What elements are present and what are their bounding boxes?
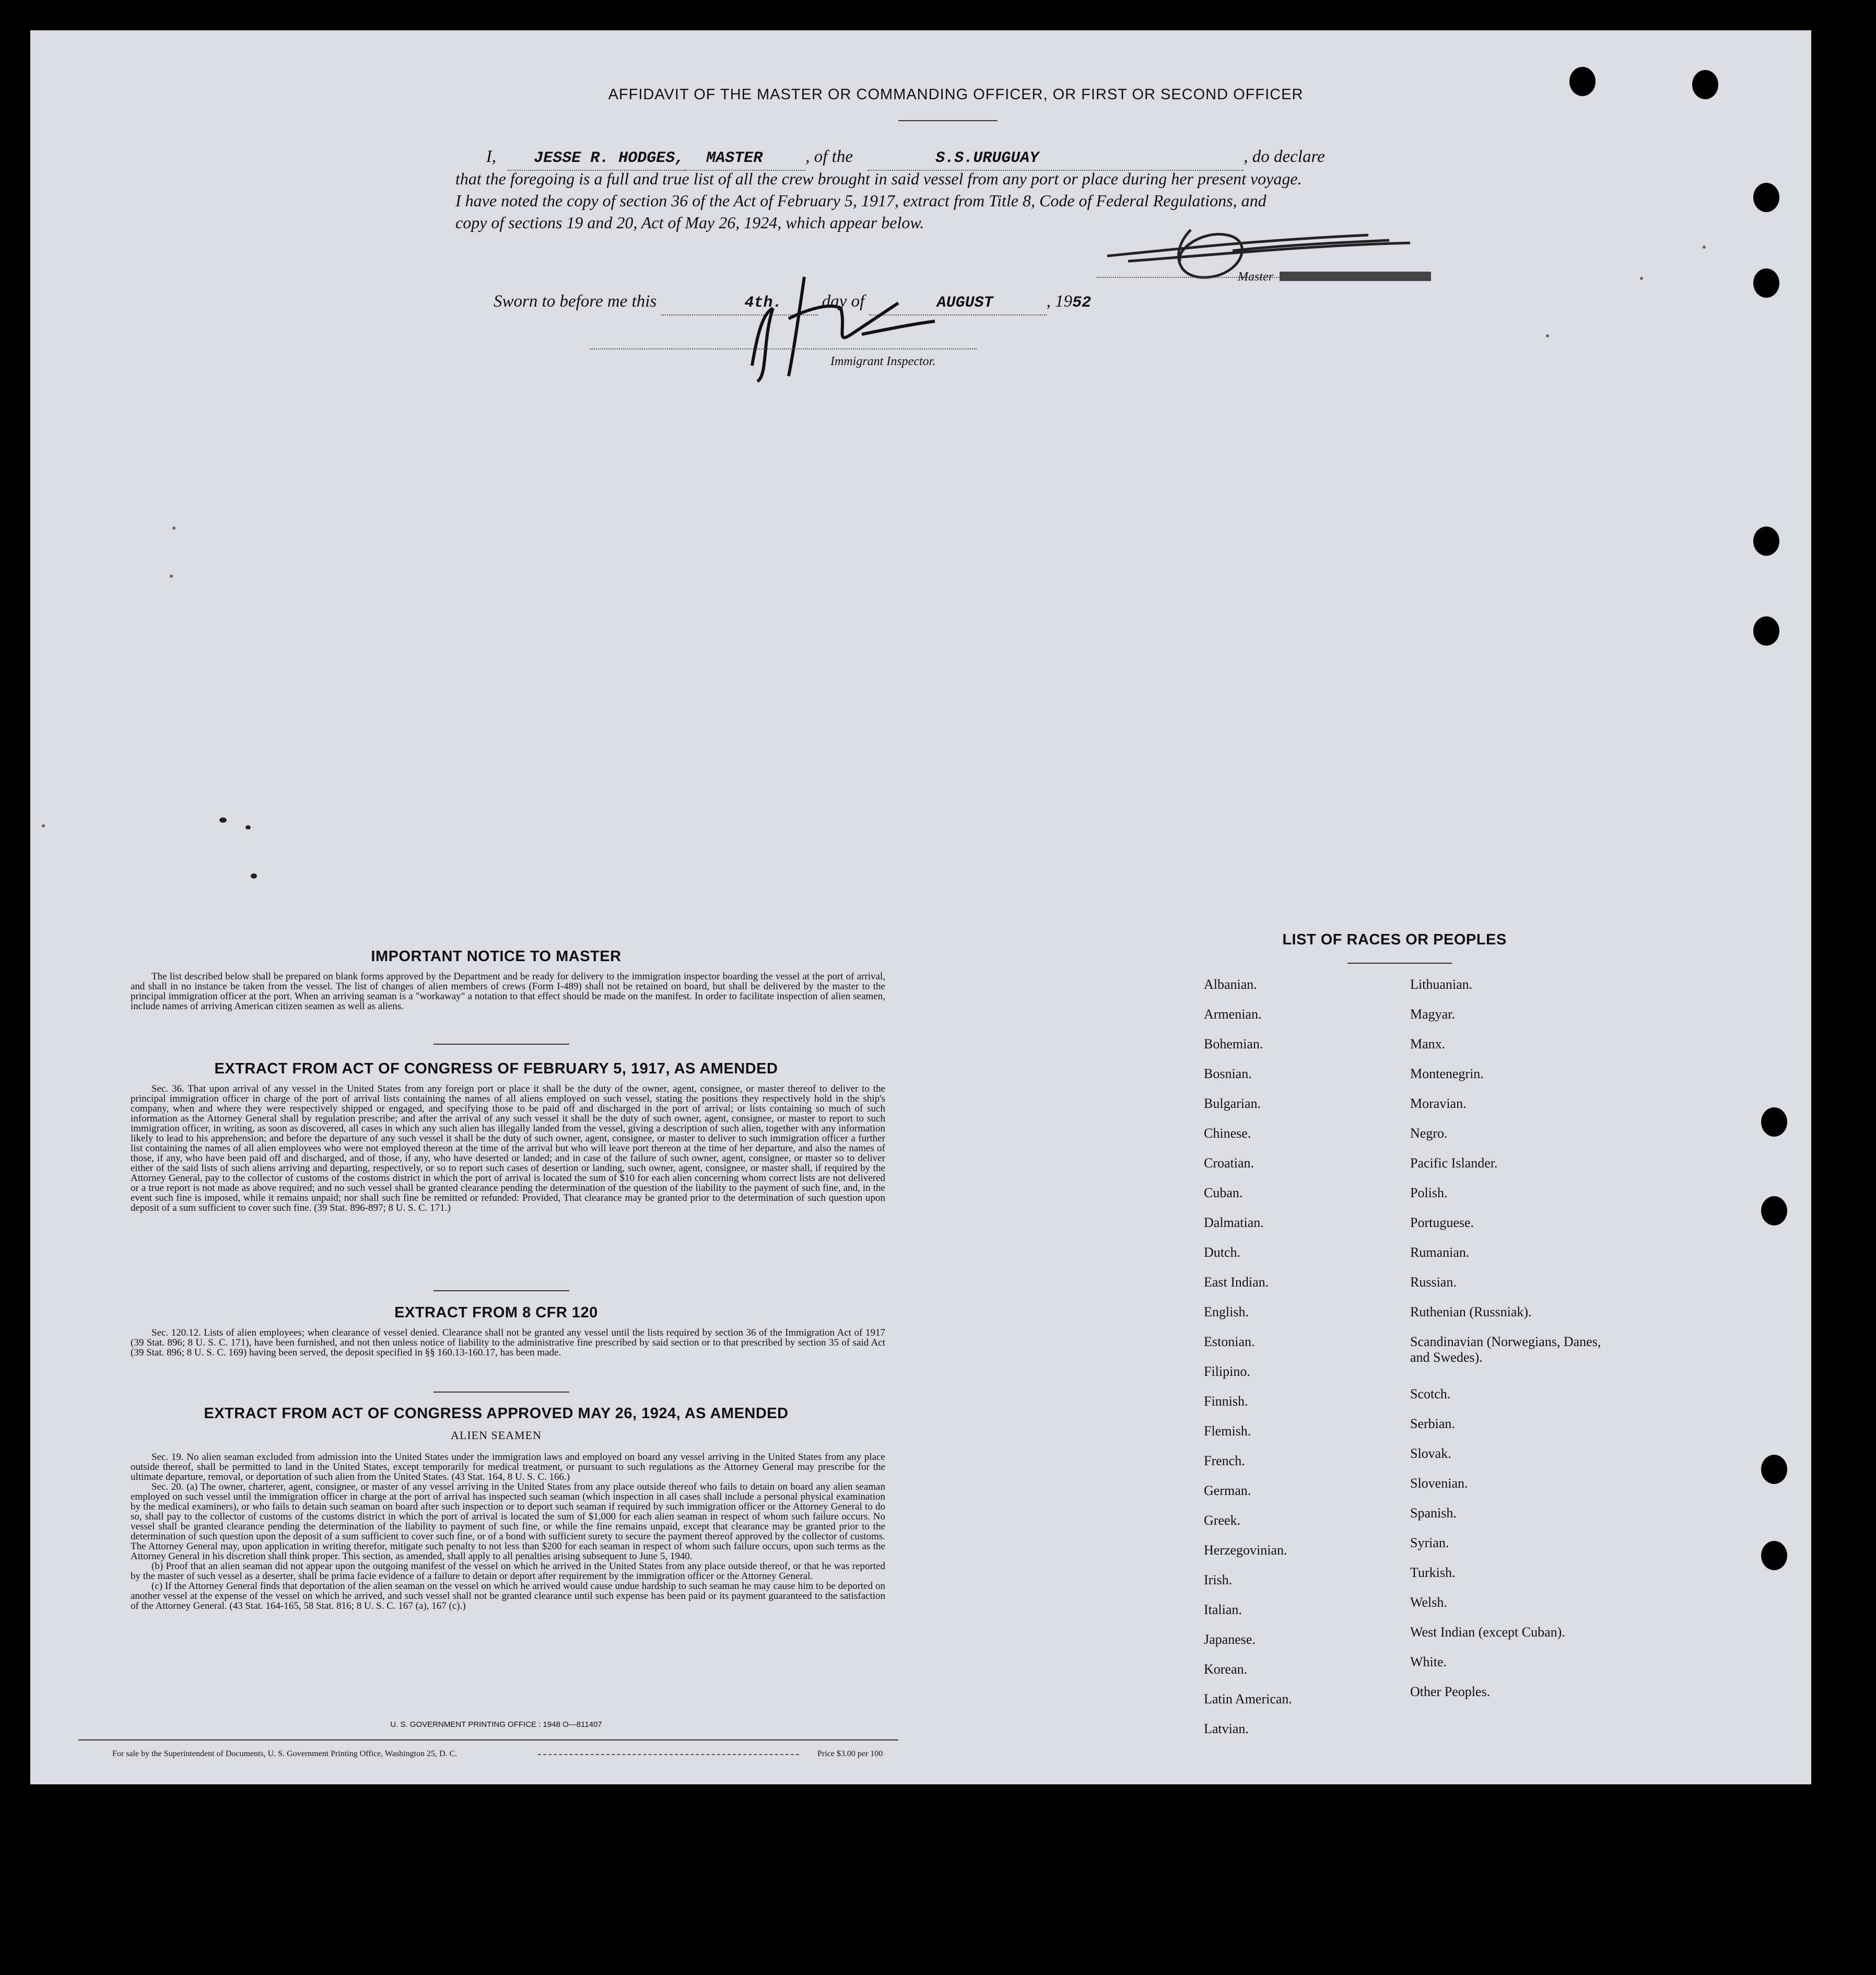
race-item: Filipino. (1204, 1364, 1250, 1379)
master-label: Master (1238, 270, 1273, 284)
race-item: Greek. (1204, 1513, 1241, 1528)
sec-19-text: Sec. 19. No alien seaman excluded from admission into the United States under the immigration laws and employed on board any vessel arriving in the United States from any place outside thereof, shall be permitted to land in the United States, except temporarily for medical treatment, or pursuant to such regulations as the Attorney General may prescribe for the ultimate departure, removal, or deportation of such alien from the United States. (43 Stat. 164, 8 U. S. C. 166.) (131, 1452, 885, 1482)
extract-1917-body (131, 1084, 885, 1213)
race-item: Turkish. (1410, 1565, 1456, 1580)
ink-speck (172, 527, 175, 530)
race-item: Polish. (1410, 1185, 1448, 1200)
race-item: Latvian. (1204, 1721, 1249, 1736)
punch-hole (1692, 70, 1718, 99)
footer-sale: For sale by the Superintendent of Documents, U. S. Government Printing Office, Washington 25, D. C. (112, 1749, 458, 1758)
race-item: Slovak. (1410, 1446, 1451, 1461)
race-item: West Indian (except Cuban). (1410, 1625, 1565, 1640)
races-left-column (1204, 977, 1402, 1751)
punch-hole (1753, 527, 1779, 556)
race-item: Cuban. (1204, 1185, 1243, 1200)
ink-speck (219, 817, 227, 823)
punch-hole (1761, 1541, 1787, 1570)
month-value: AUGUST (936, 294, 993, 312)
race-item: Bosnian. (1204, 1066, 1252, 1081)
extract-1917-text: Sec. 36. That upon arrival of any vessel in the United States from any foreign port or place it shall be the duty of the owner, agent, consignee, or master thereof to deliver to the principal immigration officer in charge of the port of arrival lists containing the names of all aliens employed on such vessel, stating the positions they respectively hold in the ship's company, when and where they were respectively shipped or engaged, and specifying those to be paid off and discharged in the port of arrival; or lists containing so much of such information as the Attorney General shall by regulation prescribe; and after the arrival of any such vessel it shall be the duty of such owner, agent, consignee, or master to report to such immigration officer, in writing, as soon as discovered, all cases in which any such alien has illegally landed from the vessel, giving a description of such alien, together with any information likely to lead to his apprehension; and before the departure of any such vessel it shall be the duty of such owner, agent, consignee, or master to deliver to such immigration officer a further list containing the names of all alien employees who were not employed thereon at the time of the arrival but who will leave port thereon at the time of her departure, and also the names of those, if any, who have been paid off and discharged, and of those, if any, who have deserted or landed; and in case of the failure of such owner, agent, consignee, or master so to deliver either of the said lists of such aliens arriving and departing, respectively, or so to report such cases of desertion or landing, such owner, agent, consignee, or master shall, if required by the Attorney General, pay to the collector of customs of the costoms district in which the port of arrival is located the sum of $10 for each alien concerning whom correct lists are not delivered or a true report is not made as above required; and no such vessel shall be granted clearance pending the determination of the question of the liability to the payment of such fine, and, in the event such fine is imposed, while it remains unpaid; nor shall such fine be remitted or refunded: Provided, That clearance may be granted prior to the determination of such question upon deposit of a sum sufficient to cover such fine. (39 Stat. 896-897; 8 U. S. C. 171.) (131, 1083, 885, 1213)
footer-divider (78, 1739, 898, 1740)
race-item: Lithuanian. (1410, 977, 1473, 992)
ink-speck (42, 824, 45, 827)
footer-dots (538, 1754, 799, 1755)
race-item: Albanian. (1204, 977, 1257, 992)
inspector-label: Immigrant Inspector. (830, 355, 936, 368)
ink-speck (1703, 246, 1706, 249)
race-item: Negro. (1410, 1126, 1448, 1141)
race-item: Ruthenian (Russniak). (1410, 1304, 1532, 1319)
punch-hole (1761, 1455, 1787, 1484)
race-item: Estonian. (1204, 1334, 1255, 1349)
year-value: 52 (1072, 294, 1092, 312)
year-prefix: , 19 (1046, 292, 1073, 311)
race-item: Bulgarian. (1204, 1096, 1261, 1111)
races-title-divider (1347, 963, 1452, 964)
race-item: Japanese. (1204, 1632, 1256, 1647)
race-item: Korean. (1204, 1662, 1248, 1677)
section-divider (433, 1392, 569, 1393)
inspector-signature-line (590, 348, 977, 349)
redacted-mark (1280, 272, 1431, 281)
race-item: German. (1204, 1483, 1251, 1498)
race-item: Scotch. (1410, 1386, 1451, 1401)
punch-hole (1753, 616, 1779, 646)
day-value: 4th. (744, 294, 782, 312)
sec-20a-text: Sec. 20. (a) The owner, charterer, agent, consignee, or master of any vessel arriving in the United States from any place outside thereof who fails to detain on board any alien seaman employed on such vessel until the immigration officer in charge at the port of arrival has inspected such seaman (which inspection in all cases shall include a personal physical examination by the medical examiners), or who fails to detain such seaman on board after such inspection or to deport such seaman if required by such immigration officer or the Attorney General to do so, shall pay to the collector of customs of the customs district in which the port of arrival is located the sum of $1,000 for each alien seaman in respect of whom such failure occurs. No vessel shall be granted clearance pending the determination of the liability to payment of such fine, or while the fine remains unpaid, except that clearance may be granted prior to the determination of such question upon the deposit of a sum sufficient to cover such fine, or of a bond with sufficient surety to secure the payment thereof approved by the collector of customs. The Attorney General may, upon application in writing therefor, mitigate such penalty to not less than $200 for each seaman in respect of whom such failure occurs, upon such terms as the Attorney General in his discretion shall think proper. This section, as amended, shall apply to all penalties arising subsequent to June 5, 1940. (131, 1481, 885, 1562)
ink-speck (251, 873, 257, 879)
punch-hole (1761, 1107, 1787, 1137)
race-item: Scandinavian (Norwegians, Danes, and Swedes). (1410, 1334, 1601, 1365)
extract-cfr-body (131, 1328, 885, 1358)
punch-hole (1753, 268, 1779, 298)
affidavit-title: AFFIDAVIT OF THE MASTER OR COMMANDING OFFICER, OR FIRST OR SECOND OFFICER (608, 86, 1304, 103)
master-name: JESSE R. HODGES, (534, 149, 685, 167)
master-rank: MASTER (706, 149, 763, 167)
race-item: Magyar. (1410, 1007, 1455, 1022)
race-item: Bohemian. (1204, 1036, 1263, 1051)
race-item: East Indian. (1204, 1275, 1269, 1290)
day-of-label: day of (822, 292, 865, 311)
race-item: English. (1204, 1304, 1249, 1319)
race-item: Armenian. (1204, 1007, 1262, 1022)
race-item: Croatian. (1204, 1155, 1254, 1171)
race-item: Dalmatian. (1204, 1215, 1264, 1230)
title-divider (898, 120, 998, 121)
race-item: Herzegovinian. (1204, 1542, 1287, 1558)
ink-speck (170, 575, 173, 578)
extract-1924-subtitle: ALIEN SEAMEN (451, 1429, 542, 1442)
races-right-column (1410, 977, 1629, 1714)
race-item: Portuguese. (1410, 1215, 1474, 1230)
printing-office-line: U. S. GOVERNMENT PRINTING OFFICE : 1948 O—811407 (390, 1720, 602, 1729)
race-item: Russian. (1410, 1275, 1457, 1290)
extract-1924-title: EXTRACT FROM ACT OF CONGRESS APPROVED MAY 26, 1924, AS AMENDED (204, 1405, 789, 1422)
ink-speck (1640, 277, 1643, 280)
race-item: Moravian. (1410, 1096, 1467, 1111)
race-item: Slovenian. (1410, 1476, 1468, 1491)
footer-price: Price $3.00 per 100 (817, 1749, 883, 1758)
race-item: Dutch. (1204, 1245, 1241, 1260)
punch-hole (1761, 1196, 1787, 1225)
race-item: Flemish. (1204, 1423, 1251, 1439)
race-item: French. (1204, 1453, 1245, 1468)
race-item: Spanish. (1410, 1505, 1457, 1521)
extract-1924-body (131, 1452, 885, 1611)
race-item: Irish. (1204, 1572, 1233, 1587)
race-item: Italian. (1204, 1602, 1242, 1617)
ink-speck (1546, 334, 1549, 337)
sec-20c-text: (c) If the Attorney General finds that deportation of the alien seaman on the vessel on which he arrived would cause undue hardship to such seaman he may cause him to be deported on another vessel at the expense of the vessel on which he arrived, and such vessel shall not be granted clearance until such expense has been paid or its payment guaranteed to the satisfaction of the Attorney General. (43 Stat. 164-165, 58 Stat. 816; 8 U. S. C. 167 (a), 167 (c).) (131, 1581, 885, 1611)
race-item: Latin American. (1204, 1691, 1292, 1707)
ink-speck (245, 825, 251, 829)
notice-title: IMPORTANT NOTICE TO MASTER (371, 948, 622, 965)
notice-text: The list described below shall be prepared on blank forms approved by the Department and be ready for delivery to the immigration inspector boarding the vessel at the port of arrival, and shall in no instance be taken from the vessel. The list of changes of alien members of crews (Form I-489) shall not be retained on board, but shall be delivered by the master to the principal immigration officer at the port. When an arriving seaman is a "workaway" a notation to that effect should be made on the manifest. In order to facilitate inspection of alien seamen, include names of arriving American citizen seamen as well as aliens. (131, 971, 885, 1012)
section-divider (433, 1290, 569, 1291)
pre-name: I, (486, 147, 496, 166)
race-item: Chinese. (1204, 1126, 1251, 1141)
extract-cfr-text: Sec. 120.12. Lists of alien employees; when clearance of vessel denied. Clearance shall not be granted any vessel until the lists required by section 36 of the Immigration Act of 1917 (39 Stat. 896; 8 U. S. C. 171), have been furnished, and not then unless notice of liability to the administrative fine prescribed by said section or to that prescribed by section 35 of said Act (39 Stat. 896; 8 U. S. C. 169) having been served, the deposit specified in §§ 160.13-160.17, has been made. (131, 1327, 885, 1358)
vessel-name: S.S.URUGUAY (935, 149, 1039, 167)
section-divider (433, 1044, 569, 1045)
race-item: Serbian. (1410, 1416, 1455, 1431)
race-item: Welsh. (1410, 1595, 1447, 1610)
races-title: LIST OF RACES OR PEOPLES (1282, 931, 1507, 948)
race-item: Syrian. (1410, 1535, 1449, 1550)
sworn-label: Sworn to before me this (494, 292, 657, 311)
affidavit-line-4: copy of sections 19 and 20, Act of May 26, 1924, which appear below. (455, 213, 924, 232)
of-the-label: , of the (805, 147, 853, 166)
extract-1917-title: EXTRACT FROM ACT OF CONGRESS OF FEBRUARY 5, 1917, AS AMENDED (214, 1060, 778, 1077)
affidavit-line-3: I have noted the copy of section 36 of the Act of February 5, 1917, extract from Title 8, Code of Federal Regulations, and (455, 191, 1267, 210)
notice-body (131, 972, 885, 1011)
affidavit-line-2: that the foregoing is a full and true list of all the crew brought in said vessel from any port or place during her present voyage. (455, 169, 1302, 188)
race-item: Manx. (1410, 1036, 1446, 1051)
punch-hole (1753, 183, 1779, 212)
race-item: Other Peoples. (1410, 1684, 1491, 1699)
declare-label: , do declare (1244, 147, 1325, 166)
race-item: Montenegrin. (1410, 1066, 1484, 1081)
race-item: White. (1410, 1654, 1447, 1669)
sec-20b-text: (b) Proof that an alien seaman did not appear upon the outgoing manifest of the vessel on which he arrived in the United States from any place outside thereof, or that he was reported by the master of such vessel as a deserter, shall be prima facie evidence of a failure to detain or deport after requirement by the immigration officer or the Attorney General. (131, 1561, 885, 1582)
race-item: Rumanian. (1410, 1245, 1470, 1260)
race-item: Pacific Islander. (1410, 1155, 1498, 1171)
punch-hole (1569, 67, 1596, 96)
extract-cfr-title: EXTRACT FROM 8 CFR 120 (394, 1304, 598, 1321)
race-item: Finnish. (1204, 1394, 1248, 1409)
